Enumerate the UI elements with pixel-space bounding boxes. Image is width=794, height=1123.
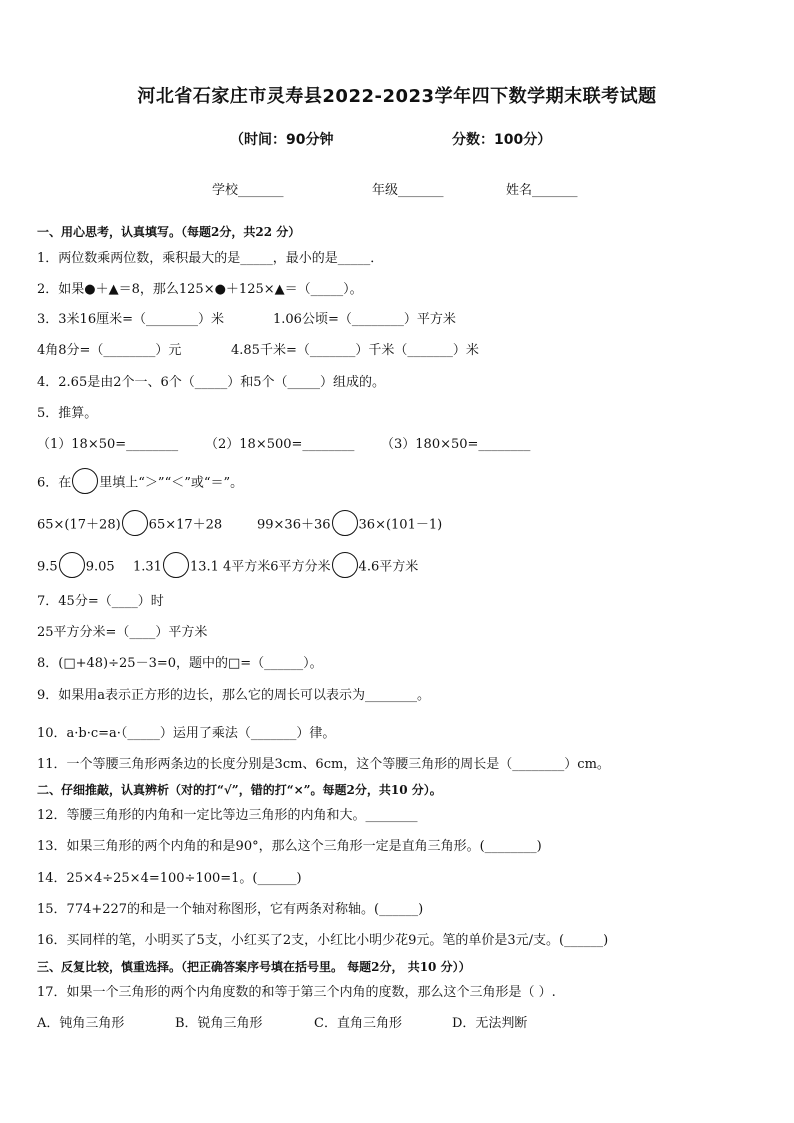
question-6	[37, 472, 243, 494]
question-17: 17．如果一个三角形的两个内角度数的和等于第三个内角的度数，那么这个三角形是（ ）.	[37, 985, 556, 1000]
compare-left: 4平方米6平方分米	[223, 559, 331, 575]
grade-field: 年级_______	[372, 183, 444, 198]
question-2: 2．如果●＋▲＝8，那么125×●＋125×▲＝（_____）。	[37, 282, 363, 297]
option-c[interactable]: C．直角三角形	[314, 1016, 402, 1031]
compare-row-2b	[133, 556, 219, 578]
compare-circle[interactable]	[59, 552, 85, 578]
question-5-3: （3）180×50=________	[381, 437, 531, 452]
compare-right: 13.1	[189, 559, 219, 575]
question-1: 1．两位数乘两位数，乘积最大的是_____，最小的是_____．	[37, 251, 384, 266]
compare-left: 1.31	[133, 559, 162, 575]
question-8: 8．(□+48)÷25－3=0，题中的□=（______）。	[37, 656, 323, 671]
question-14: 14．25×4÷25×4=100÷100=1。(______)	[37, 871, 302, 886]
question-5-1: （1）18×50=________	[37, 437, 179, 452]
name-field: 姓名_______	[506, 183, 578, 198]
question-5-2: （2）18×500=________	[205, 437, 355, 452]
question-3b: 1.06公顷=（________）平方米	[273, 312, 456, 327]
compare-row-1b	[257, 514, 442, 536]
compare-left: 9.5	[37, 559, 58, 575]
question-10: 10．a·b·c=a·（_____）运用了乘法（_______）律。	[37, 726, 336, 741]
section2-heading: 二、仔细推敲，认真辨析（对的打“√”，错的打“×”。每题2分，共10 分）。	[37, 783, 442, 797]
compare-circle[interactable]	[332, 510, 358, 536]
compare-circle[interactable]	[72, 468, 98, 494]
compare-circle[interactable]	[332, 552, 358, 578]
compare-row-2c	[223, 556, 418, 578]
option-d[interactable]: D．无法判断	[452, 1016, 528, 1031]
compare-left: 99×36＋36	[257, 517, 331, 533]
question-4: 4．2.65是由2个一、6个（_____）和5个（_____）组成的。	[37, 375, 386, 390]
question-16: 16．买同样的笔，小明买了5支，小红买了2支，小红比小明少花9元。笔的单价是3元/支。(______)	[37, 933, 609, 948]
question-6-prefix: 6．在	[37, 475, 72, 491]
compare-row-2	[37, 556, 115, 578]
compare-right: 36×(101－1)	[358, 517, 443, 533]
question-11: 11．一个等腰三角形两条边的长度分别是3cm、6cm，这个等腰三角形的周长是（________）cm。	[37, 757, 610, 772]
section1-heading: 一、用心思考，认真填写。（每题2分，共22 分）	[37, 225, 301, 239]
compare-left: 65×(17＋28)	[37, 517, 121, 533]
compare-circle[interactable]	[122, 510, 148, 536]
question-5: 5．推算。	[37, 406, 98, 421]
option-a[interactable]: A．钝角三角形	[37, 1016, 125, 1031]
page-title: 河北省石家庄市灵寿县2022-2023学年四下数学期末联考试题	[137, 86, 657, 107]
question-6-suffix: 里填上“＞”“＜”或“＝”。	[99, 475, 244, 491]
question-7a: 7．45分=（____）时	[37, 594, 164, 609]
question-3d: 4.85千米=（_______）千米（_______）米	[231, 343, 479, 358]
question-7b: 25平方分米=（____）平方米	[37, 625, 208, 640]
compare-right: 9.05	[85, 559, 115, 575]
section3-heading: 三、反复比较，慎重选择。（把正确答案序号填在括号里。 每题2分， 共10 分））	[37, 960, 471, 974]
question-3a: 3．3米16厘米=（________）米	[37, 312, 224, 327]
option-b[interactable]: B．锐角三角形	[175, 1016, 263, 1031]
exam-time: （时间：90分钟	[230, 132, 334, 148]
compare-right: 4.6平方米	[358, 559, 419, 575]
question-13: 13．如果三角形的两个内角的和是90°，那么这个三角形一定是直角三角形。(________)	[37, 839, 542, 854]
exam-score: 分数：100分）	[452, 132, 552, 148]
question-15: 15．774+227的和是一个轴对称图形，它有两条对称轴。(______)	[37, 902, 424, 917]
compare-circle[interactable]	[163, 552, 189, 578]
compare-row-1	[37, 514, 222, 536]
question-12: 12．等腰三角形的内角和一定比等边三角形的内角和大。________	[37, 808, 418, 823]
question-9: 9．如果用a表示正方形的边长，那么它的周长可以表示为________。	[37, 688, 431, 703]
school-field: 学校_______	[212, 183, 284, 198]
compare-right: 65×17＋28	[148, 517, 223, 533]
question-3c: 4角8分=（________）元	[37, 343, 182, 358]
